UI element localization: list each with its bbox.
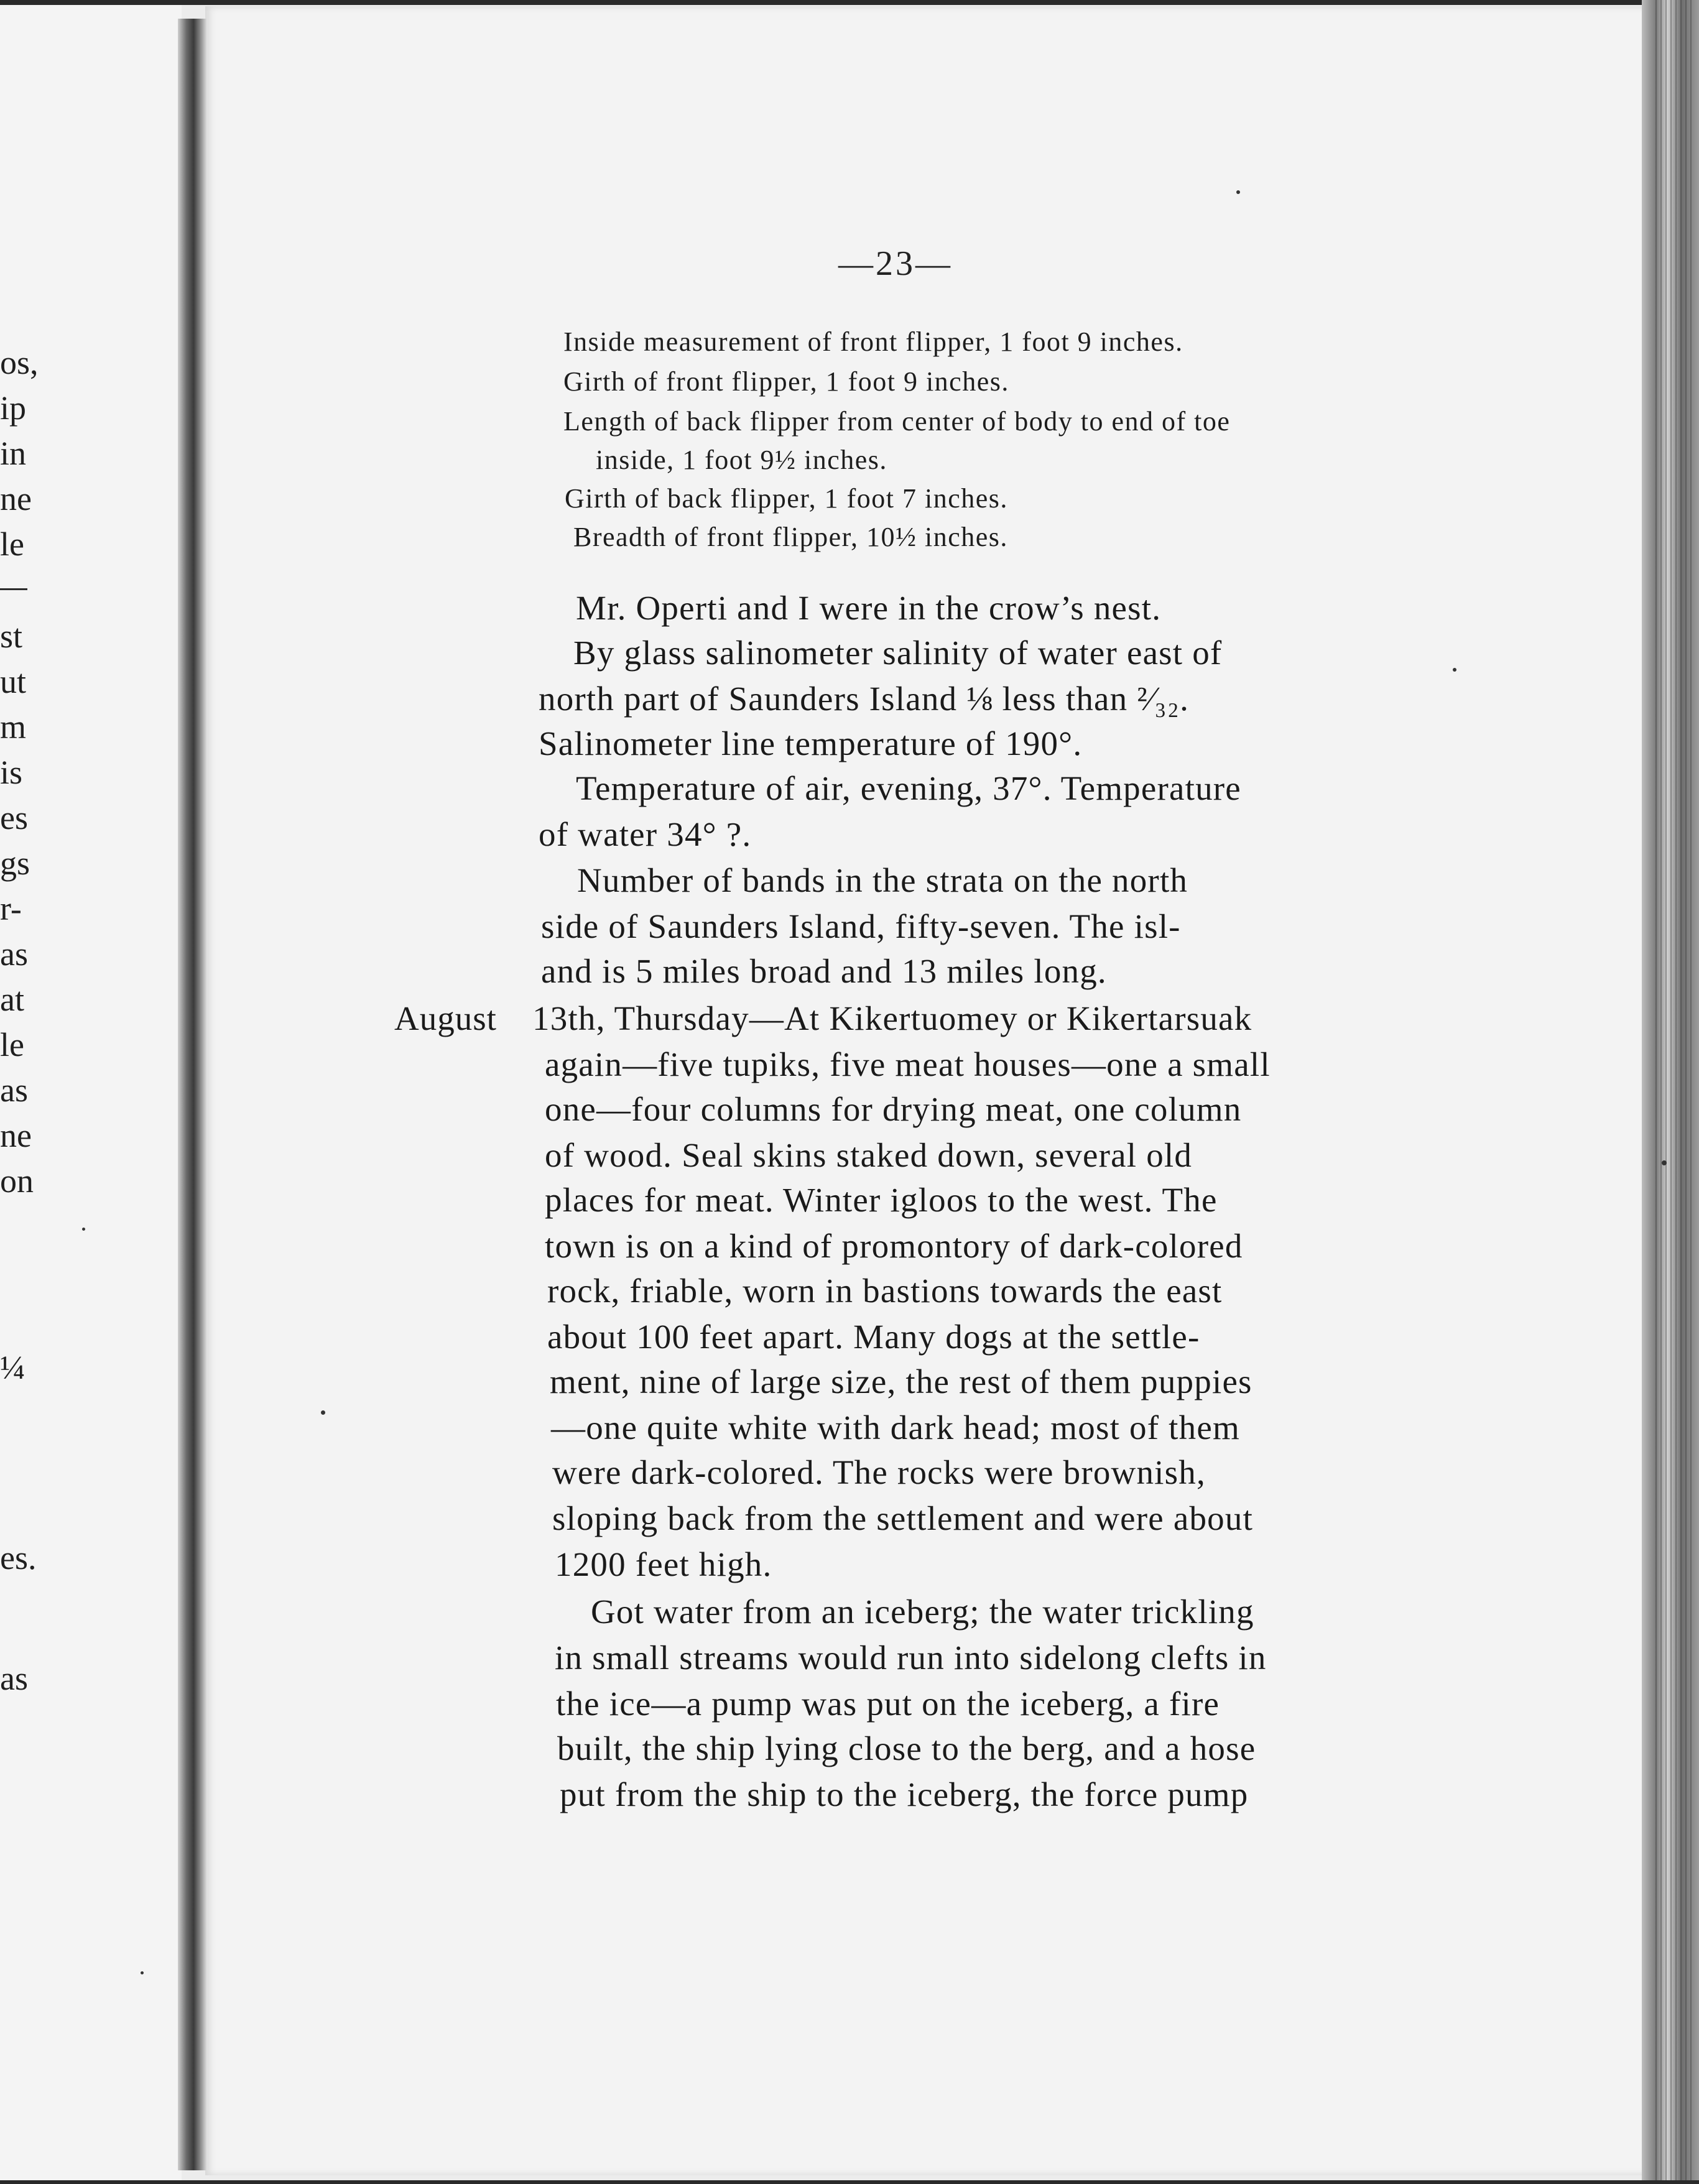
facing-left-page xyxy=(0,5,182,2180)
body-text-line: rock, friable, worn in bastions towards the east xyxy=(547,1272,1223,1310)
left-page-fragment: r- xyxy=(0,890,22,927)
left-page-fragment: at xyxy=(0,981,24,1018)
body-text-line: 13th, Thursday—At Kikertuomey or Kikertarsuak xyxy=(532,999,1252,1037)
body-text-line: of wood. Seal skins staked down, several old xyxy=(545,1136,1193,1174)
measurement-line: Girth of front flipper, 1 foot 9 inches. xyxy=(563,366,1009,397)
scan-bottom-edge xyxy=(0,2180,1699,2184)
body-text-line: were dark-colored. The rocks were brownish, xyxy=(552,1453,1206,1491)
left-page-fragment: on xyxy=(0,1162,34,1200)
scan-speck xyxy=(1662,1160,1667,1165)
left-page-fragment: ¼ xyxy=(0,1349,25,1386)
date-margin-label: August xyxy=(394,999,497,1037)
left-page-fragment: ne xyxy=(0,480,32,517)
left-page-fragment: es. xyxy=(0,1539,37,1576)
body-text-line: in small streams would run into sidelong clefts in xyxy=(555,1639,1267,1677)
body-text-line: Temperature of air, evening, 37°. Temperature xyxy=(576,769,1241,807)
body-text-line: side of Saunders Island, fifty-seven. The isl- xyxy=(541,907,1181,945)
body-text-line: ment, nine of large size, the rest of them puppies xyxy=(550,1363,1252,1400)
measurement-line: Girth of back flipper, 1 foot 7 inches. xyxy=(565,483,1008,514)
left-page-fragment: m xyxy=(0,708,27,746)
body-text-line: By glass salinometer salinity of water east of xyxy=(573,634,1223,672)
body-text-line: Salinometer line temperature of 190°. xyxy=(539,724,1083,762)
body-text-line: one—four columns for drying meat, one column xyxy=(545,1090,1242,1128)
page-edge-lines xyxy=(1655,0,1693,2184)
body-text-line: again—five tupiks, five meat houses—one a small xyxy=(545,1045,1271,1083)
scan-speck xyxy=(321,1410,325,1415)
scan-speck xyxy=(1453,668,1456,672)
left-page-fragment: as xyxy=(0,1071,28,1109)
body-text-line: Mr. Operti and I were in the crow’s nest. xyxy=(576,589,1162,627)
left-page-fragment: is xyxy=(0,754,23,791)
left-page-fragment: os, xyxy=(0,344,39,381)
body-text-line: —one quite white with dark head; most of them xyxy=(551,1409,1240,1446)
body-text-line: the ice—a pump was put on the iceberg, a fire xyxy=(556,1685,1220,1723)
left-page-fragment: ip xyxy=(0,389,27,427)
body-text-line: Got water from an iceberg; the water trickling xyxy=(591,1593,1254,1631)
scan-speck xyxy=(82,1228,85,1231)
left-page-fragment: ne xyxy=(0,1117,32,1154)
book-gutter xyxy=(178,19,206,2170)
left-page-fragment: gs xyxy=(0,844,30,882)
left-page-fragment: as xyxy=(0,1660,28,1697)
body-text-line: 1200 feet high. xyxy=(555,1545,772,1583)
scan-speck xyxy=(1236,190,1240,194)
scan-speck xyxy=(141,1971,144,1974)
left-page-fragment: le xyxy=(0,525,24,563)
left-page-fragment: in xyxy=(0,435,27,472)
body-text-line: of water 34° ?. xyxy=(539,815,752,853)
left-page-fragment: le xyxy=(0,1026,24,1063)
body-text-line: north part of Saunders Island ⅛ less than ²⁄₃₂. xyxy=(539,680,1190,718)
body-text-line: Number of bands in the strata on the north xyxy=(577,861,1188,899)
measurement-line: inside, 1 foot 9½ inches. xyxy=(596,445,887,475)
body-text-line: sloping back from the settlement and were about xyxy=(552,1499,1254,1537)
left-page-fragment: st xyxy=(0,618,23,655)
left-page-fragment: ut xyxy=(0,663,27,700)
scan-top-edge xyxy=(0,0,1699,5)
left-page-fragment: es xyxy=(0,799,28,836)
left-page-fragment: as xyxy=(0,935,28,973)
measurement-line: Breadth of front flipper, 10½ inches. xyxy=(573,522,1008,552)
measurement-line: Length of back flipper from center of body to end of toe xyxy=(563,406,1231,437)
body-text-line: built, the ship lying close to the berg, and a hose xyxy=(557,1729,1256,1767)
body-text-line: about 100 feet apart. Many dogs at the settle- xyxy=(547,1318,1200,1356)
body-text-line: town is on a kind of promontory of dark-colored xyxy=(545,1227,1243,1265)
page-number: —23— xyxy=(838,244,953,283)
left-page-rule xyxy=(0,588,27,590)
body-text-line: and is 5 miles broad and 13 miles long. xyxy=(541,952,1107,990)
body-text-line: places for meat. Winter igloos to the west. The xyxy=(545,1181,1218,1219)
measurement-line: Inside measurement of front flipper, 1 foot 9 inches. xyxy=(563,326,1183,357)
body-text-line: put from the ship to the iceberg, the force pump xyxy=(560,1775,1249,1813)
